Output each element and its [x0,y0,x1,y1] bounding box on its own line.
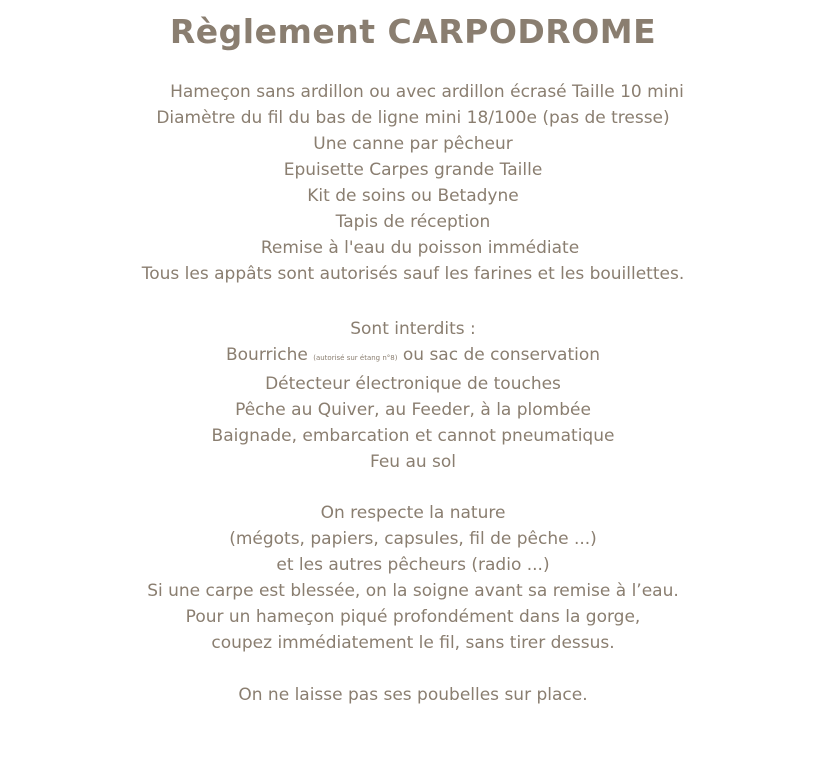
rule-release: Remise à l'eau du poisson immédiate [260,238,580,258]
rule-one-rod: Une canne par pêcheur [313,134,513,154]
forbidden-detector: Détecteur électronique de touches [265,374,561,394]
document-title: Règlement CARPODROME [169,12,657,51]
bourriche-rest: ou sac de conservation [402,345,601,365]
forbidden-swimming: Baignade, embarcation et cannot pneumatique [211,426,615,446]
rule-care-kit: Kit de soins ou Betadyne [307,186,519,206]
rule-unhooking-mat: Tapis de réception [335,212,491,232]
nature-other-anglers: et les autres pêcheurs (radio ...) [276,555,550,575]
nature-respect: On respecte la nature [320,503,506,523]
forbidden-heading: Sont interdits : [350,319,476,339]
forbidden-techniques: Pêche au Quiver, au Feeder, à la plombée [235,400,591,420]
nature-injured-carp: Si une carpe est blessée, on la soigne avant sa remise à l’eau. [147,581,679,601]
closing-list [0,682,826,708]
nature-waste: (mégots, papiers, capsules, fil de pêche ...) [229,529,597,549]
forbidden-list [0,316,826,475]
rule-line-diameter: Diamètre du fil du bas de ligne mini 18/100e (pas de tresse) [156,108,670,128]
bourriche-note: (autorisé sur étang n°8) [313,354,398,362]
rule-landing-net: Epuisette Carpes grande Taille [283,160,543,180]
nature-deep-hook: Pour un hameçon piqué profondément dans la gorge, [185,607,641,627]
forbidden-bourriche [0,342,826,371]
bourriche-label: Bourriche [225,345,308,365]
nature-cut-line: coupez immédiatement le fil, sans tirer dessus. [211,633,615,653]
rule-hook: Hameçon sans ardillon ou avec ardillon écrasé Taille 10 mini [170,82,684,102]
nature-list [0,500,826,656]
rules-list [0,79,826,287]
closing-line: On ne laisse pas ses poubelles sur place. [238,685,588,705]
forbidden-fire: Feu au sol [369,452,457,472]
rule-baits: Tous les appâts sont autorisés sauf les farines et les bouillettes. [141,264,685,284]
